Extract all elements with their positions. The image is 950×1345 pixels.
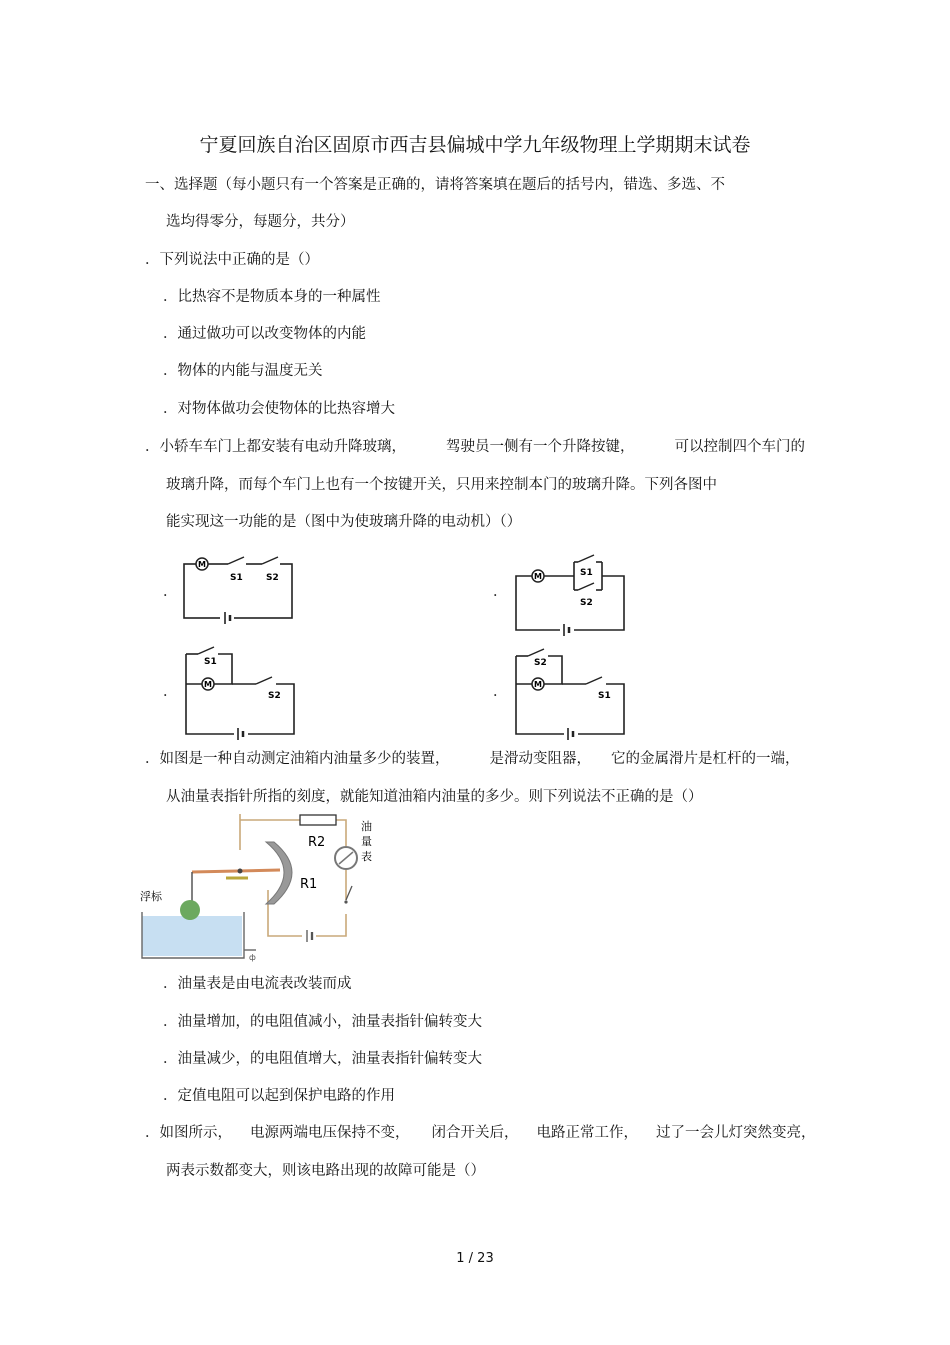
question-1-option: ．对物体做功会使物体的比热容增大 bbox=[163, 401, 395, 417]
question-2-line1-part: 驾驶员一侧有一个升降按键， bbox=[446, 439, 635, 455]
svg-text:ф: ф bbox=[249, 953, 256, 962]
page-number: 1 / 23 bbox=[456, 1251, 494, 1266]
question-4-line1 bbox=[145, 1124, 816, 1142]
float-icon bbox=[180, 900, 200, 920]
svg-text:S1: S1 bbox=[204, 657, 217, 667]
question-2-line1-part: 可以控制四个车门的 bbox=[674, 439, 805, 455]
question-3-line1-part: 是滑动变阻器， bbox=[489, 751, 591, 767]
question-3-option: ．油量表是由电流表改装而成 bbox=[163, 976, 352, 992]
svg-text:S1: S1 bbox=[598, 691, 611, 701]
question-4-line1-part: 过了一会儿灯突然变亮， bbox=[656, 1125, 816, 1141]
r1-label: R1 bbox=[300, 877, 318, 892]
svg-text:油: 油 bbox=[361, 820, 372, 833]
svg-text:量: 量 bbox=[361, 835, 372, 848]
question-3-option: ．油量减少，的电阻值增大，油量表指针偏转变大 bbox=[163, 1051, 482, 1067]
question-4-line2: 两表示数都变大，则该电路出现的故障可能是（） bbox=[166, 1163, 485, 1179]
svg-text:M: M bbox=[204, 680, 212, 689]
float-label: 浮标 bbox=[140, 890, 162, 903]
svg-text:S2: S2 bbox=[266, 573, 279, 583]
svg-text:M: M bbox=[198, 560, 206, 569]
question-1-stem: ．下列说法中正确的是（） bbox=[145, 252, 319, 268]
question-4-line1-part: ．如图所示， bbox=[145, 1125, 232, 1141]
question-1-option: ．通过做功可以改变物体的内能 bbox=[163, 326, 366, 342]
option-a-marker: ． bbox=[163, 584, 178, 600]
svg-text:表: 表 bbox=[361, 850, 372, 863]
option-b-marker: ． bbox=[493, 584, 508, 600]
question-4-line1-part: 电路正常工作， bbox=[536, 1125, 638, 1141]
circuit-diagram-c bbox=[178, 640, 302, 740]
question-3-line2: 从油量表指针所指的刻度，就能知道油箱内油量的多少。则下列说法不正确的是（） bbox=[166, 789, 703, 805]
svg-text:S2: S2 bbox=[580, 598, 593, 608]
question-3-line1-part: 它的金属滑片是杠杆的一端， bbox=[611, 751, 800, 767]
circuit-diagram-a bbox=[178, 556, 300, 626]
option-c-marker: ． bbox=[163, 684, 178, 700]
question-3-line1-part: ．如图是一种自动测定油箱内油量多少的装置， bbox=[145, 751, 450, 767]
svg-text:S1: S1 bbox=[230, 573, 243, 583]
svg-text:M: M bbox=[534, 572, 542, 581]
question-4-line1-part: 闭合开关后， bbox=[431, 1125, 519, 1141]
svg-text:S1: S1 bbox=[580, 568, 593, 578]
question-3-option: ．定值电阻可以起到保护电路的作用 bbox=[163, 1088, 395, 1104]
question-3-line1 bbox=[145, 750, 800, 768]
r2-label: R2 bbox=[308, 835, 326, 850]
section-heading-line1: 一、选择题（每小题只有一个答案是正确的，请将答案填在题后的括号内，错选、多选、不 bbox=[145, 177, 725, 193]
document-title: 宁夏回族自治区固原市西吉县偏城中学九年级物理上学期期末试卷 bbox=[199, 134, 751, 156]
question-2-line1 bbox=[145, 438, 805, 456]
question-4-line1-part: 电源两端电压保持不变， bbox=[250, 1125, 410, 1141]
question-2-line3: 能实现这一功能的是（图中为使玻璃升降的电动机）（） bbox=[166, 514, 522, 530]
svg-text:S2: S2 bbox=[534, 658, 547, 668]
oil-gauge-figure bbox=[140, 814, 376, 962]
question-3-option: ．油量增加，的电阻值减小，油量表指针偏转变大 bbox=[163, 1014, 482, 1030]
svg-text:S2: S2 bbox=[268, 691, 281, 701]
question-2-line1-part: ．小轿车车门上都安装有电动升降玻璃， bbox=[145, 439, 406, 455]
section-heading-line2: 选均得零分，每题分，共分） bbox=[166, 214, 355, 230]
question-1-option: ．比热容不是物质本身的一种属性 bbox=[163, 289, 381, 305]
option-d-marker: ． bbox=[493, 684, 508, 700]
svg-text:M: M bbox=[534, 680, 542, 689]
question-2-line2: 玻璃升降，而每个车门上也有一个按键开关，只用来控制本门的玻璃升降。下列各图中 bbox=[166, 477, 717, 493]
circuit-diagram-d bbox=[508, 642, 632, 740]
question-1-option: ．物体的内能与温度无关 bbox=[163, 363, 323, 379]
circuit-diagram-b bbox=[508, 546, 632, 636]
